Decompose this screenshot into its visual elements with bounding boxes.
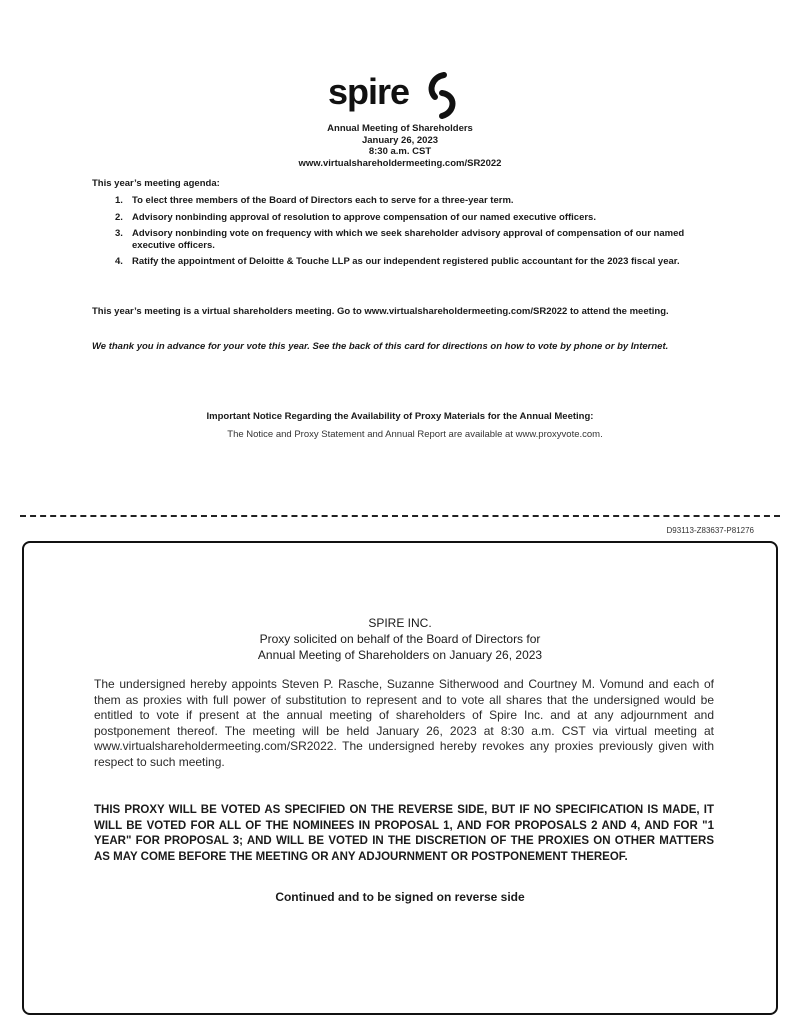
continued-note: Continued and to be signed on reverse side [275, 890, 525, 904]
meeting-title: Annual Meeting of Shareholders [327, 123, 473, 134]
proxy-heading [24, 615, 776, 663]
company-name: SPIRE INC. [368, 616, 432, 630]
proxy-body-text: The undersigned hereby appoints Steven P. Rasche, Suzanne Sitherwood and Courtney M. Vomund and each of them as proxies with full power of substitution to represent and to vote all shares that the undersigned would be entitled to vote if present at the annual meeting of shareholders of Spire Inc. and at any adjournment and postponement thereof. The meeting will be held January 26, 2023 at 8:30 a.m. CST via virtual meeting at www.virtualshareholdermeeting.com/SR2022. The undersigned hereby revokes any proxies previously given with respect to such meeting. [94, 677, 714, 769]
agenda-item-text: Ratify the appointment of Deloitte & Touche LLP as our independent registered public accountant for the 2023 fiscal year. [132, 256, 680, 267]
proxy-meeting-line: Annual Meeting of Shareholders on January 26, 2023 [257, 648, 543, 662]
meeting-url[interactable]: www.virtualshareholdermeeting.com/SR2022 [298, 157, 502, 169]
agenda-item-number: 1. [115, 195, 123, 206]
document-code: D93113-Z83637-P81276 [666, 526, 754, 535]
agenda-item [115, 228, 715, 251]
agenda-item [115, 212, 715, 224]
agenda-item-number: 3. [115, 228, 123, 239]
spire-logo [328, 70, 468, 120]
agenda-item-text: To elect three members of the Board of Directors each to serve for a three-year term. [132, 195, 514, 206]
cut-line-divider [20, 515, 780, 517]
spire-swirl-logo-icon [422, 70, 464, 120]
proxy-voting-statement: THIS PROXY WILL BE VOTED AS SPECIFIED ON THE REVERSE SIDE, BUT IF NO SPECIFICATION IS MADE, IT WILL BE VOTED FOR ALL OF THE NOMINEES IN PROPOSAL 1, AND FOR PROPOSALS 2 AND 4, AND FOR "1 YEAR" FOR PROPOSAL 3; AND WILL BE VOTED IN THE DISCRETION OF THE PROXIES ON OTHER MATTERS AS MAY COME BEFORE THE MEETING OR ANY ADJOURNMENT OR POSTPONEMENT THEREOF. [94, 804, 714, 863]
meeting-time: 8:30 a.m. CST [368, 146, 432, 157]
agenda-list [115, 195, 715, 273]
meeting-date: January 26, 2023 [361, 134, 439, 146]
thanks-note: We thank you in advance for your vote this year. See the back of this card for directions on how to vote by phone or by Internet. [92, 341, 669, 352]
proxy-solicited-line: Proxy solicited on behalf of the Board of Directors for [259, 632, 541, 646]
agenda-title: This year’s meeting agenda: [92, 178, 220, 189]
virtual-meeting-note: This year’s meeting is a virtual shareholders meeting. Go to www.virtualshareholdermeeting.com/SR2022 to attend the meeting. [92, 306, 669, 317]
agenda-item [115, 256, 715, 268]
meeting-info [0, 123, 800, 169]
agenda-item-text: Advisory nonbinding approval of resolution to approve compensation of our named executive officers. [132, 211, 596, 223]
agenda-item-text: Advisory nonbinding vote on frequency with which we seek shareholder advisory approval of compensation of our named executive officers. [132, 228, 685, 251]
proxy-card [22, 541, 778, 1015]
agenda-item-number: 2. [115, 211, 123, 223]
agenda-item [115, 195, 715, 207]
notice-text: The Notice and Proxy Statement and Annual Report are available at www.proxyvote.com. [227, 429, 603, 440]
agenda-item-number: 4. [115, 256, 123, 267]
notice-title: Important Notice Regarding the Availability of Proxy Materials for the Annual Meeting: [206, 411, 594, 422]
logo-wordmark: spire [328, 71, 410, 112]
